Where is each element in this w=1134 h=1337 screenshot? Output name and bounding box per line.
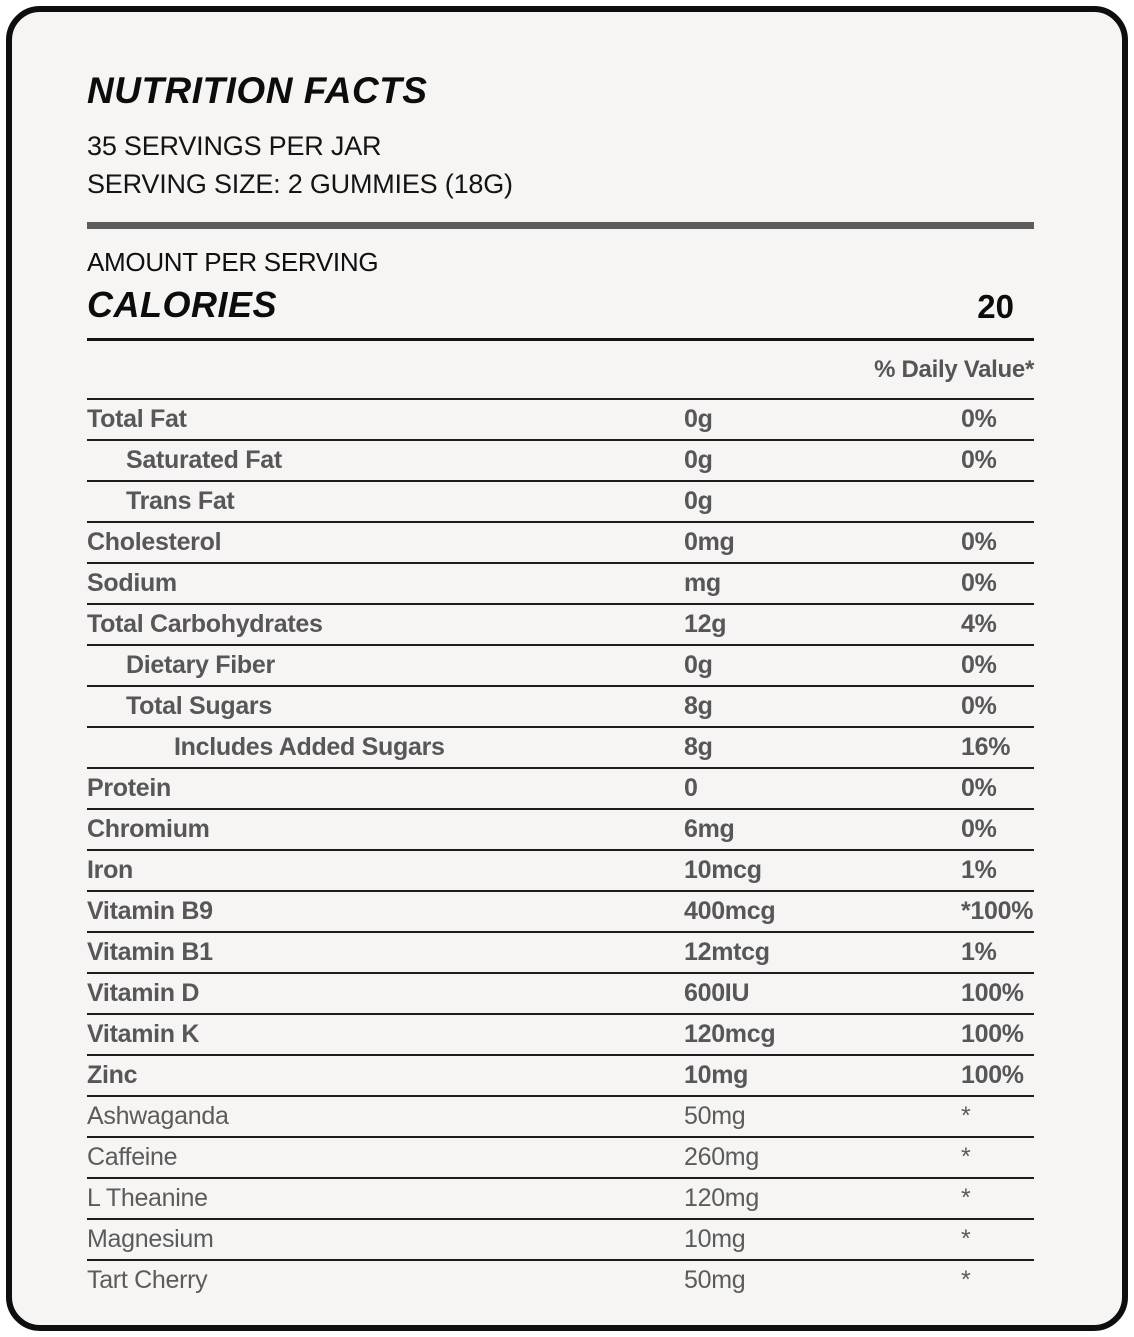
nutrient-amount: 120mcg <box>684 1020 776 1048</box>
nutrient-label: Zinc <box>87 1061 138 1089</box>
nutrient-amount: 260mg <box>684 1143 759 1171</box>
nutrient-label: Saturated Fat <box>126 446 282 474</box>
nutrient-daily-value: 0% <box>961 815 997 843</box>
nutrient-amount: 0g <box>684 405 713 433</box>
nutrient-daily-value: 1% <box>961 856 997 884</box>
nutrient-daily-value: * <box>961 1225 971 1253</box>
nutrient-amount: 400mcg <box>684 897 776 925</box>
table-row <box>87 890 1034 931</box>
table-row <box>87 1095 1034 1136</box>
nutrient-label: Sodium <box>87 569 177 597</box>
nutrient-label: Cholesterol <box>87 528 222 556</box>
nutrient-daily-value: 1% <box>961 938 997 966</box>
calories-label: CALORIES <box>87 284 278 325</box>
nutrient-amount: 12g <box>684 610 727 638</box>
nutrient-amount: 50mg <box>684 1102 746 1130</box>
nutrient-amount: 0mg <box>684 528 735 556</box>
nutrient-daily-value: * <box>961 1266 971 1294</box>
table-row <box>87 808 1034 849</box>
nutrient-label: Magnesium <box>87 1225 214 1253</box>
nutrient-label: Vitamin B9 <box>87 897 213 925</box>
nutrient-label: Dietary Fiber <box>126 651 275 679</box>
calories-value: 20 <box>977 288 1014 325</box>
nutrient-daily-value: 100% <box>961 1061 1024 1089</box>
nutrient-amount: 10mcg <box>684 856 762 884</box>
nutrient-label: Total Sugars <box>126 692 272 720</box>
table-row <box>87 1054 1034 1095</box>
nutrient-label: Vitamin D <box>87 979 200 1007</box>
nutrient-daily-value: 100% <box>961 979 1024 1007</box>
nutrient-label: Trans Fat <box>126 487 235 515</box>
table-row <box>87 849 1034 890</box>
table-row <box>87 767 1034 808</box>
table-row <box>87 398 1034 439</box>
nutrient-daily-value: 16% <box>961 733 1011 761</box>
nutrient-table <box>87 398 1034 1300</box>
thick-divider <box>87 222 1034 229</box>
table-row <box>87 603 1034 644</box>
table-row <box>87 1136 1034 1177</box>
servings-per-jar-line: 35 SERVINGS PER JAR <box>87 131 382 161</box>
nutrient-amount: 10mg <box>684 1061 749 1089</box>
calories-row <box>87 284 1034 341</box>
table-row <box>87 1177 1034 1218</box>
nutrient-amount: 0g <box>684 651 713 679</box>
nutrient-label: Chromium <box>87 815 210 843</box>
table-row <box>87 480 1034 521</box>
nutrient-daily-value: 0% <box>961 569 997 597</box>
table-row <box>87 726 1034 767</box>
nutrient-amount: 600IU <box>684 979 750 1007</box>
nutrient-label: Protein <box>87 774 172 802</box>
table-row <box>87 972 1034 1013</box>
serving-size-line: SERVING SIZE: 2 GUMMIES (18G) <box>87 169 513 199</box>
daily-value-header: % Daily Value* <box>874 356 1034 383</box>
nutrient-label: Vitamin K <box>87 1020 200 1048</box>
table-row <box>87 1218 1034 1259</box>
nutrient-label: Tart Cherry <box>87 1266 208 1294</box>
table-row <box>87 685 1034 726</box>
nutrient-amount: 0g <box>684 487 713 515</box>
nutrient-amount: mg <box>684 569 721 597</box>
nutrient-label: Total Carbohydrates <box>87 610 323 638</box>
nutrient-amount: 120mg <box>684 1184 759 1212</box>
nutrient-daily-value: 0% <box>961 651 997 679</box>
nutrient-daily-value: 100% <box>961 1020 1024 1048</box>
nutrient-amount: 0 <box>684 774 698 802</box>
table-row <box>87 644 1034 685</box>
amount-per-serving-heading: AMOUNT PER SERVING <box>87 247 379 277</box>
nutrient-amount: 6mg <box>684 815 735 843</box>
nutrient-daily-value: 0% <box>961 405 997 433</box>
nutrient-label: Iron <box>87 856 134 884</box>
nutrient-amount: 12mtcg <box>684 938 770 966</box>
nutrient-daily-value: 0% <box>961 692 997 720</box>
label-content <box>12 12 1122 1325</box>
nutrient-daily-value: 0% <box>961 774 997 802</box>
nutrition-label-panel <box>6 6 1128 1331</box>
nutrient-amount: 50mg <box>684 1266 746 1294</box>
nutrient-label: Includes Added Sugars <box>174 733 445 761</box>
nutrient-amount: 10mg <box>684 1225 746 1253</box>
nutrient-label: Vitamin B1 <box>87 938 213 966</box>
table-row <box>87 931 1034 972</box>
nutrient-daily-value: * <box>961 1184 971 1212</box>
nutrient-daily-value: * <box>961 1143 971 1171</box>
table-row <box>87 521 1034 562</box>
nutrient-daily-value: *100% <box>961 897 1034 925</box>
table-row <box>87 1013 1034 1054</box>
table-row <box>87 562 1034 603</box>
table-row <box>87 1259 1034 1300</box>
nutrient-daily-value: 0% <box>961 446 997 474</box>
nutrient-amount: 0g <box>684 446 713 474</box>
label-title: NUTRITION FACTS <box>87 70 428 111</box>
table-row <box>87 439 1034 480</box>
nutrient-daily-value: * <box>961 1102 971 1130</box>
nutrient-amount: 8g <box>684 692 713 720</box>
nutrient-daily-value: 4% <box>961 610 997 638</box>
nutrient-label: Total Fat <box>87 405 187 433</box>
nutrient-amount: 8g <box>684 733 713 761</box>
nutrient-daily-value: 0% <box>961 528 997 556</box>
nutrient-label: Ashwaganda <box>87 1102 229 1130</box>
nutrient-label: L Theanine <box>87 1184 208 1212</box>
nutrient-label: Caffeine <box>87 1143 178 1171</box>
